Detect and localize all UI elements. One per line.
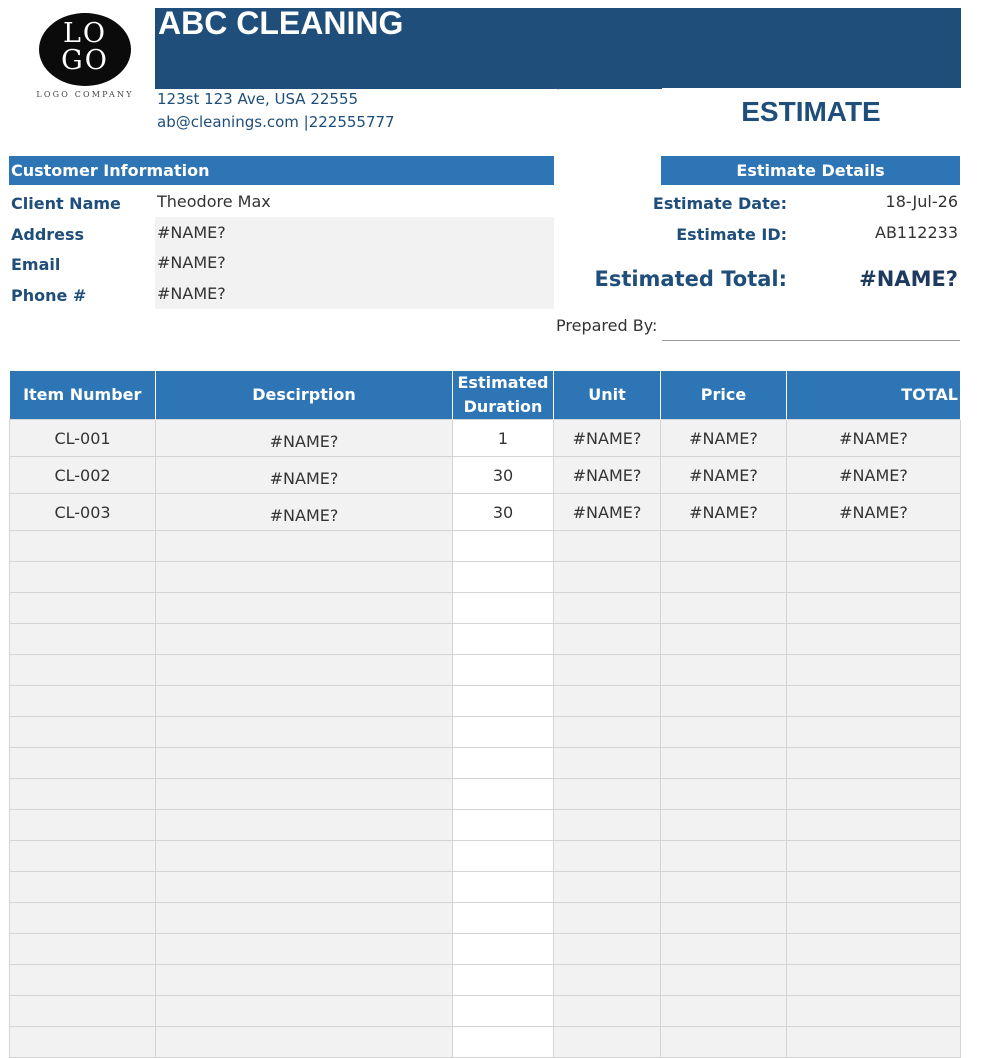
table-cell[interactable]	[787, 934, 961, 965]
table-row	[10, 624, 961, 655]
table-cell[interactable]	[156, 872, 453, 903]
table-cell[interactable]	[554, 624, 661, 655]
col-header-unit: Unit	[554, 371, 661, 420]
table-cell[interactable]	[661, 686, 787, 717]
estimate-details-header: Estimate Details	[661, 156, 960, 185]
table-cell[interactable]	[787, 686, 961, 717]
table-cell[interactable]	[453, 903, 554, 934]
table-cell[interactable]	[453, 779, 554, 810]
table-cell[interactable]	[661, 531, 787, 562]
table-cell[interactable]	[10, 934, 156, 965]
table-cell[interactable]	[156, 624, 453, 655]
table-cell[interactable]: #NAME?	[661, 420, 787, 457]
table-cell[interactable]	[156, 934, 453, 965]
table-row	[10, 686, 961, 717]
table-cell[interactable]	[156, 655, 453, 686]
table-cell[interactable]	[453, 717, 554, 748]
table-cell[interactable]	[554, 841, 661, 872]
table-cell[interactable]	[10, 593, 156, 624]
table-cell[interactable]	[661, 593, 787, 624]
table-cell[interactable]	[661, 965, 787, 996]
table-cell[interactable]	[453, 686, 554, 717]
table-cell[interactable]: 30	[453, 494, 554, 531]
table-cell[interactable]	[661, 996, 787, 1027]
table-cell[interactable]	[453, 810, 554, 841]
table-cell[interactable]	[554, 872, 661, 903]
table-cell[interactable]	[554, 531, 661, 562]
table-row	[10, 996, 961, 1027]
table-row	[10, 593, 961, 624]
table-cell[interactable]	[10, 872, 156, 903]
table-cell[interactable]	[787, 779, 961, 810]
table-cell[interactable]	[661, 717, 787, 748]
table-cell[interactable]	[156, 748, 453, 779]
table-cell[interactable]: 1	[453, 420, 554, 457]
table-cell[interactable]	[661, 872, 787, 903]
table-row	[10, 748, 961, 779]
table-row	[10, 810, 961, 841]
table-cell[interactable]	[10, 717, 156, 748]
table-cell[interactable]	[661, 841, 787, 872]
table-cell[interactable]	[10, 655, 156, 686]
table-cell[interactable]: #NAME?	[156, 420, 453, 457]
logo-line-2: GO	[61, 45, 109, 76]
table-cell[interactable]	[554, 562, 661, 593]
table-cell[interactable]	[554, 655, 661, 686]
table-cell[interactable]	[661, 779, 787, 810]
table-cell[interactable]	[156, 779, 453, 810]
table-cell[interactable]	[661, 624, 787, 655]
table-cell[interactable]	[787, 841, 961, 872]
table-cell[interactable]	[787, 593, 961, 624]
table-cell[interactable]: #NAME?	[554, 420, 661, 457]
table-cell[interactable]	[156, 810, 453, 841]
table-cell[interactable]	[661, 810, 787, 841]
logo-text	[39, 20, 131, 74]
table-cell[interactable]: #NAME?	[156, 494, 453, 531]
table-cell[interactable]	[453, 655, 554, 686]
table-cell[interactable]	[453, 624, 554, 655]
table-cell[interactable]	[10, 965, 156, 996]
table-cell[interactable]	[10, 1027, 156, 1058]
logo-company-caption: LOGO COMPANY	[36, 90, 134, 99]
table-cell[interactable]	[661, 934, 787, 965]
table-row	[10, 562, 961, 593]
table-cell[interactable]	[156, 531, 453, 562]
table-cell[interactable]	[10, 562, 156, 593]
table-cell[interactable]	[554, 779, 661, 810]
table-cell[interactable]: CL-002	[10, 457, 156, 494]
table-cell[interactable]	[10, 748, 156, 779]
table-cell[interactable]	[453, 872, 554, 903]
col-header-price: Price	[661, 371, 787, 420]
estimated-total-label: Estimated Total:	[594, 267, 787, 291]
table-cell[interactable]	[156, 965, 453, 996]
table-cell[interactable]	[10, 841, 156, 872]
table-cell[interactable]	[156, 903, 453, 934]
table-cell[interactable]	[10, 686, 156, 717]
company-address: 123st 123 Ave, USA 22555	[157, 90, 359, 108]
table-cell[interactable]	[787, 717, 961, 748]
table-cell[interactable]	[661, 903, 787, 934]
company-name: ABC CLEANING	[158, 5, 404, 41]
table-cell[interactable]	[787, 562, 961, 593]
estimate-date-value[interactable]: 18-Jul-26	[885, 192, 958, 211]
estimate-date-label: Estimate Date:	[652, 194, 787, 213]
table-cell[interactable]	[661, 748, 787, 779]
table-row	[10, 457, 961, 494]
table-cell[interactable]: #NAME?	[787, 420, 961, 457]
banner-underline	[155, 87, 662, 89]
table-cell[interactable]	[10, 531, 156, 562]
email-label: Email	[11, 255, 61, 274]
table-cell[interactable]: CL-003	[10, 494, 156, 531]
table-cell[interactable]	[787, 624, 961, 655]
table-cell[interactable]	[156, 593, 453, 624]
col-header-estimated-duration: Estimated Duration	[453, 371, 554, 420]
table-cell[interactable]: #NAME?	[156, 457, 453, 494]
table-row	[10, 779, 961, 810]
logo-line-1: LO	[62, 18, 108, 49]
table-cell[interactable]	[554, 934, 661, 965]
table-cell[interactable]	[787, 531, 961, 562]
table-cell[interactable]	[661, 655, 787, 686]
table-cell[interactable]	[661, 562, 787, 593]
table-row	[10, 903, 961, 934]
table-cell[interactable]	[156, 717, 453, 748]
table-cell[interactable]	[156, 562, 453, 593]
table-cell[interactable]: 30	[453, 457, 554, 494]
table-cell[interactable]	[554, 748, 661, 779]
table-cell[interactable]	[787, 903, 961, 934]
email-value[interactable]: #NAME?	[157, 253, 226, 272]
table-cell[interactable]	[156, 996, 453, 1027]
document-title: ESTIMATE	[741, 96, 881, 127]
prepared-by-label: Prepared By:	[556, 316, 658, 335]
table-cell[interactable]	[453, 996, 554, 1027]
table-cell[interactable]	[453, 1027, 554, 1058]
prepared-by-line	[662, 340, 960, 341]
table-cell[interactable]	[453, 593, 554, 624]
table-row	[10, 1027, 961, 1058]
table-cell[interactable]: #NAME?	[787, 457, 961, 494]
table-cell[interactable]	[787, 748, 961, 779]
table-cell[interactable]	[453, 748, 554, 779]
prepared-by-field[interactable]	[666, 316, 956, 338]
items-table	[9, 371, 961, 1058]
table-cell[interactable]	[554, 810, 661, 841]
table-row	[10, 717, 961, 748]
address-label: Address	[11, 225, 85, 244]
table-row	[10, 494, 961, 531]
table-row	[10, 841, 961, 872]
table-cell[interactable]	[787, 810, 961, 841]
table-cell[interactable]	[554, 965, 661, 996]
customer-info-header: Customer Information	[9, 156, 554, 185]
table-row	[10, 934, 961, 965]
estimate-id-value[interactable]: AB112233	[875, 223, 958, 242]
table-row	[10, 655, 961, 686]
table-cell[interactable]: #NAME?	[661, 494, 787, 531]
table-cell[interactable]	[554, 593, 661, 624]
table-cell[interactable]	[787, 1027, 961, 1058]
client-name-value[interactable]: Theodore Max	[157, 192, 271, 211]
table-cell[interactable]	[787, 872, 961, 903]
table-cell[interactable]	[554, 717, 661, 748]
company-contact: ab@cleanings.com |222555777	[157, 113, 395, 131]
table-cell[interactable]	[554, 686, 661, 717]
table-cell[interactable]	[554, 1027, 661, 1058]
table-cell[interactable]	[661, 1027, 787, 1058]
col-header-description: Descirption	[156, 371, 453, 420]
table-cell[interactable]: CL-001	[10, 420, 156, 457]
table-cell[interactable]	[10, 779, 156, 810]
table-cell[interactable]	[787, 655, 961, 686]
table-cell[interactable]	[787, 996, 961, 1027]
table-cell[interactable]	[10, 903, 156, 934]
table-row	[10, 965, 961, 996]
table-cell[interactable]	[156, 1027, 453, 1058]
table-header-row	[10, 371, 961, 420]
table-cell[interactable]: #NAME?	[787, 494, 961, 531]
table-cell[interactable]	[10, 996, 156, 1027]
table-cell[interactable]	[554, 903, 661, 934]
table-cell[interactable]	[156, 841, 453, 872]
table-cell[interactable]	[453, 934, 554, 965]
table-row	[10, 872, 961, 903]
table-row	[10, 531, 961, 562]
table-cell[interactable]: #NAME?	[554, 457, 661, 494]
table-cell[interactable]	[554, 996, 661, 1027]
table-cell[interactable]	[453, 531, 554, 562]
address-value[interactable]: #NAME?	[157, 223, 226, 242]
table-cell[interactable]	[10, 810, 156, 841]
stray-tick-mark: `	[555, 86, 561, 100]
table-row	[10, 420, 961, 457]
table-cell[interactable]	[156, 686, 453, 717]
table-cell[interactable]	[787, 965, 961, 996]
table-cell[interactable]	[10, 624, 156, 655]
client-name-label: Client Name	[11, 194, 121, 213]
table-cell[interactable]: #NAME?	[661, 457, 787, 494]
estimated-total-value: #NAME?	[859, 267, 958, 291]
phone-label: Phone #	[11, 286, 87, 305]
col-header-total: TOTAL	[787, 371, 961, 420]
table-cell[interactable]: #NAME?	[554, 494, 661, 531]
estimate-id-label: Estimate ID:	[676, 225, 787, 244]
table-cell[interactable]	[453, 841, 554, 872]
table-cell[interactable]	[453, 965, 554, 996]
col-header-item-number: Item Number	[10, 371, 156, 420]
table-cell[interactable]	[453, 562, 554, 593]
phone-value[interactable]: #NAME?	[157, 284, 226, 303]
